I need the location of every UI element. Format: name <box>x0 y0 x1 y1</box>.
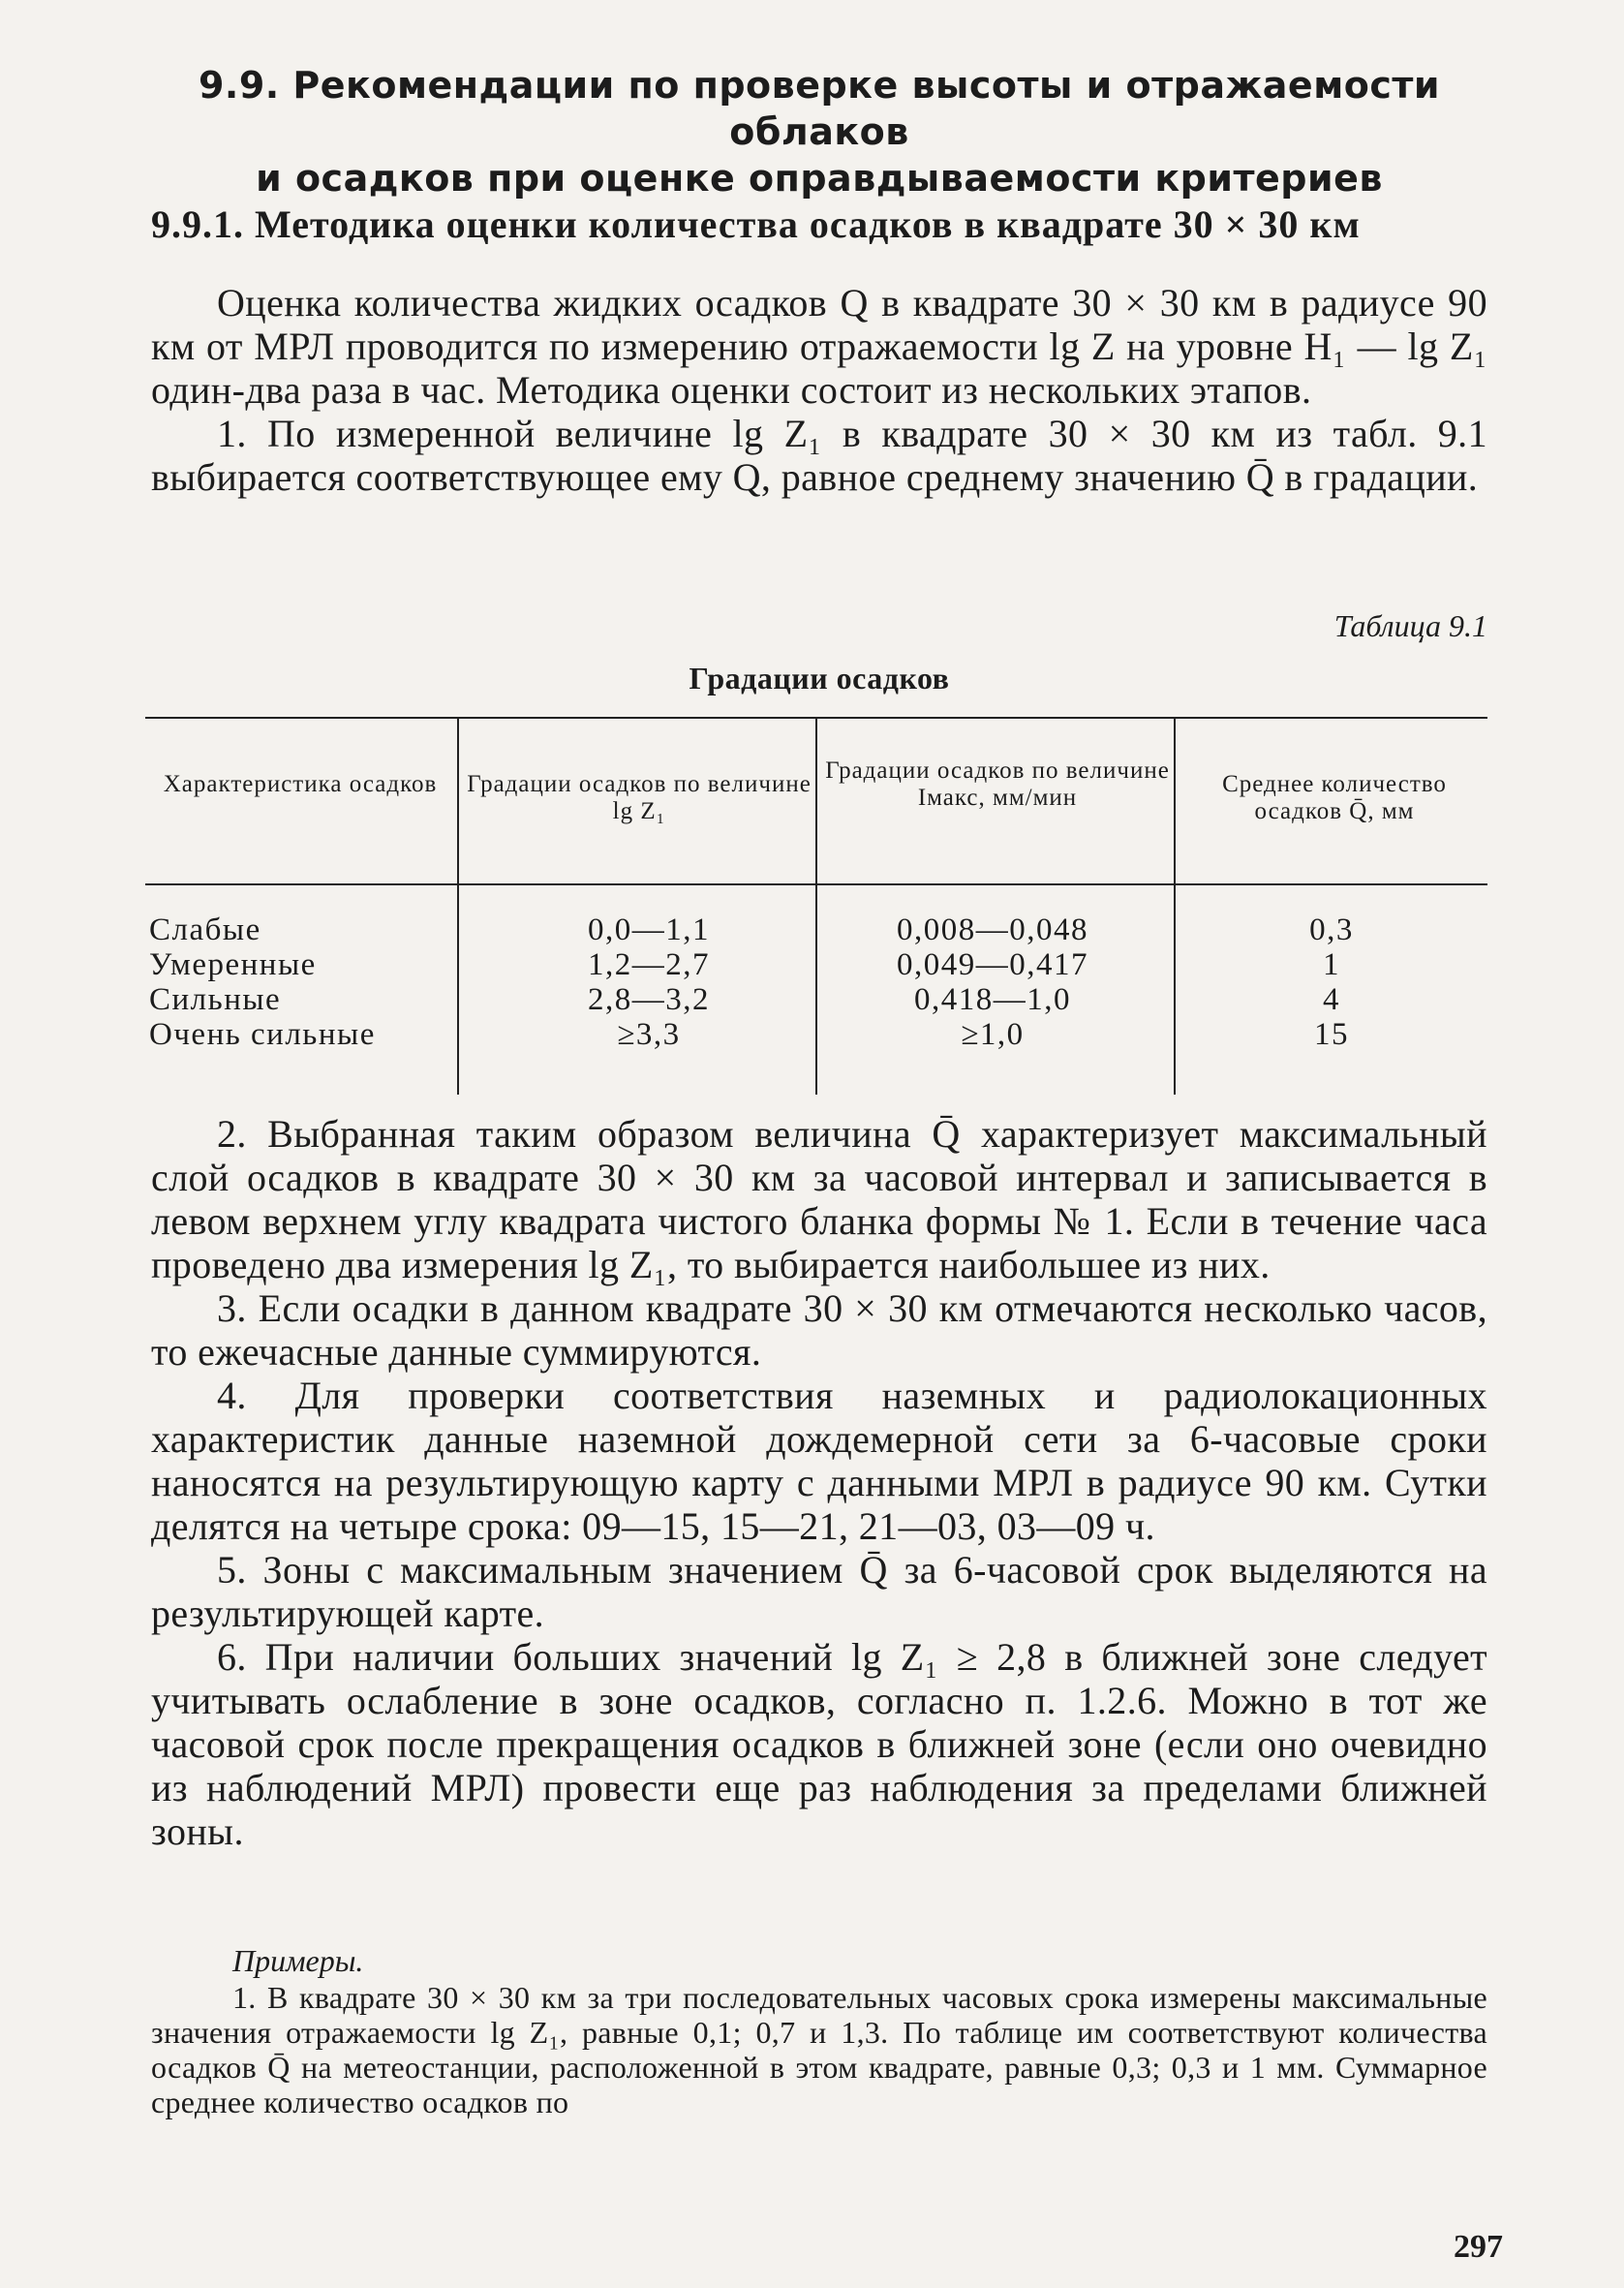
page-number: 297 <box>1454 2229 1503 2265</box>
table-cell: Очень сильные <box>149 1017 376 1052</box>
section-title-line-1: 9.9. Рекомендации по проверке высоты и отражаемости облаков <box>198 64 1441 153</box>
column-header: Градации осадков по величине Iмакс, мм/мин <box>825 758 1170 811</box>
column-divider <box>815 717 817 883</box>
example-1-paragraph: 1. В квадрате 30 × 30 км за три последовательных часовых срока измерены максимальные значения отражаемости lg Z₁, равные 0,1; 0,7 и 1,3. По таблице им соответствуют количества осадков Q̄ на метеостанции, расположенной в этом квадрате, равные 0,3; 0,3 и 1 мм. Суммарное среднее количество осадков по <box>151 1980 1487 2119</box>
table-cell: Сильные <box>149 982 282 1017</box>
table-cell: 0,418—1,0 <box>914 982 1071 1017</box>
step-5-paragraph: 5. Зоны с максимальным значением Q̄ за 6-часовой срок выделяются на результирующей карте. <box>151 1548 1487 1635</box>
step-2-paragraph: 2. Выбранная таким образом величина Q̄ характеризует максимальный слой осадков в квадрате 30 × 30 км за часовой интервал и записывается в левом верхнем углу квадрата чистого бланка формы № 1. Если в течение часа проведено два измерения lg Z₁, то выбирается наибольшее из них. <box>151 1112 1487 1286</box>
table-cell: ≥3,3 <box>617 1017 681 1052</box>
table-title: Градации осадков <box>689 661 950 696</box>
table-cell: 2,8—3,2 <box>588 982 710 1017</box>
precipitation-table <box>145 717 1487 1095</box>
intro-block <box>151 281 1487 499</box>
step-6-paragraph: 6. При наличии больших значений lg Z₁ ≥ 2,8 в ближней зоне следует учитывать ослабление в зоне осадков, согласно п. 1.2.6. Можно в тот же часовой срок после прекращения осадков в ближней зоне (если оно очевидно из наблюдений МРЛ) провести еще раз наблюдения за пределами ближней зоны. <box>151 1635 1487 1853</box>
intro-paragraph: Оценка количества жидких осадков Q в квадрате 30 × 30 км в радиусе 90 км от МРЛ проводится по измерению отражаемости lg Z на уровне H₁ — lg Z₁ один-два раза в час. Методика оценки состоит из нескольких этапов. <box>151 281 1487 412</box>
step-3-paragraph: 3. Если осадки в данном квадрате 30 × 30 км отмечаются несколько часов, то ежечасные данные суммируются. <box>151 1286 1487 1374</box>
column-divider <box>457 717 459 883</box>
column-header: Характеристика осадков <box>163 771 438 797</box>
table-cell: Умеренные <box>149 947 317 982</box>
examples-title: Примеры. <box>232 1943 364 1978</box>
column-divider <box>1174 883 1176 1095</box>
table-cell: 0,049—0,417 <box>897 947 1088 982</box>
table-cell: Слабые <box>149 912 261 947</box>
table-cell: 0,3 <box>1309 912 1354 947</box>
column-header: Градации осадков по величине lg Z₁ <box>467 771 812 824</box>
column-header: Среднее количество осадков Q̄, мм <box>1222 771 1447 824</box>
section-title <box>151 62 1487 201</box>
column-divider <box>1174 717 1176 883</box>
steps-block <box>151 1112 1487 1853</box>
step-1-paragraph: 1. По измеренной величине lg Z₁ в квадрате 30 × 30 км из табл. 9.1 выбирается соответствующее ему Q, равное среднему значению Q̄ в градации. <box>151 412 1487 499</box>
subsection-title: 9.9.1. Методика оценки количества осадков в квадрате 30 × 30 км <box>151 202 1361 246</box>
table-cell: 15 <box>1314 1017 1349 1052</box>
step-4-paragraph: 4. Для проверки соответствия наземных и радиолокационных характеристик данные наземной дождемерной сети за 6-часовые сроки наносятся на результирующую карту с данными МРЛ в радиусе 90 км. Сутки делятся на четыре срока: 09—15, 15—21, 21—03, 03—09 ч. <box>151 1374 1487 1548</box>
section-title-line-2: и осадков при оценке оправдываемости критериев <box>256 157 1383 200</box>
table-cell: 0,0—1,1 <box>588 912 710 947</box>
table-cell: 1,2—2,7 <box>588 947 710 982</box>
table-cell: 4 <box>1323 982 1340 1017</box>
examples-block <box>151 1941 1487 2119</box>
column-divider <box>815 883 817 1095</box>
table-caption: Таблица 9.1 <box>1333 608 1487 643</box>
table-cell: ≥1,0 <box>961 1017 1025 1052</box>
table-cell: 0,008—0,048 <box>897 912 1088 947</box>
table-cell: 1 <box>1323 947 1340 982</box>
